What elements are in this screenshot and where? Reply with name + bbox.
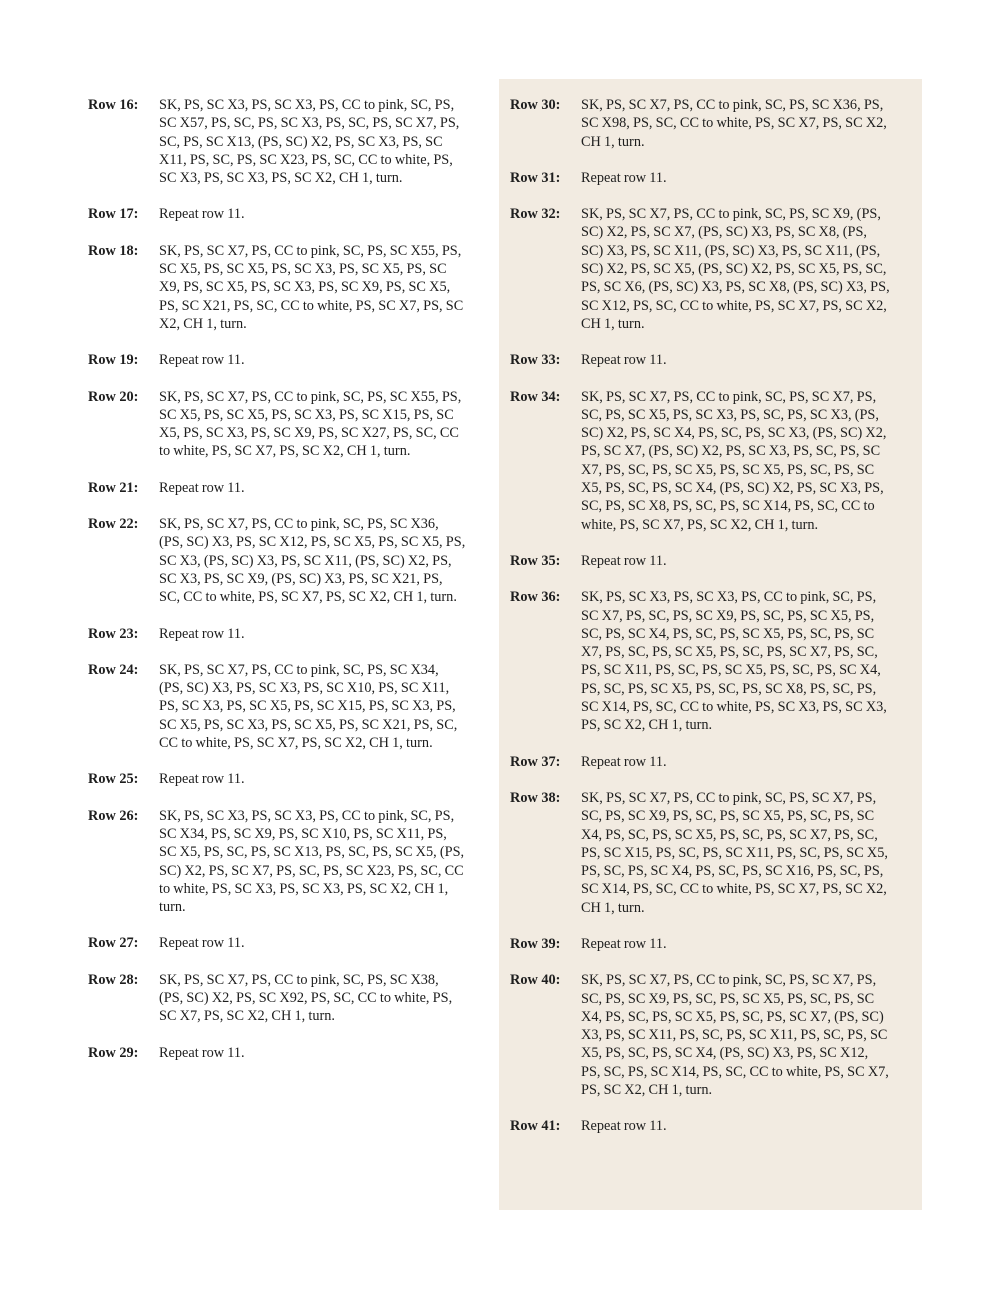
row-instructions: Repeat row 11. [159, 935, 245, 952]
row-label: Row 18: [88, 242, 139, 259]
pattern-row [510, 205, 890, 333]
row-label: Row 24: [88, 661, 139, 678]
pattern-row [510, 971, 890, 1099]
row-instructions: SK, PS, SC X7, PS, CC to pink, SC, PS, SC X55, PS, SC X5, PS, SC X5, PS, SC X3, PS, SC X15, PS, SC X5, PS, SC X3, PS, SC X9, PS, SC X27, PS, SC, CC to white, PS, SC X7, PS, SC X2, CH 1, turn. [159, 388, 462, 460]
row-label: Row 37: [510, 753, 561, 770]
row-label: Row 39: [510, 935, 561, 952]
row-instructions: Repeat row 11. [581, 169, 667, 186]
row-label: Row 21: [88, 479, 139, 496]
pattern-row [88, 351, 466, 369]
row-instructions: Repeat row 11. [159, 352, 245, 369]
pattern-row [88, 205, 466, 223]
row-label: Row 20: [88, 388, 139, 405]
pattern-row [88, 807, 466, 917]
row-instructions: Repeat row 11. [581, 552, 667, 569]
row-instructions: SK, PS, SC X3, PS, SC X3, PS, CC to pink, SC, PS, SC X34, PS, SC X9, PS, SC X10, PS, SC X11, PS, SC X5, PS, SC, PS, SC X13, PS, SC, PS, SC X5, (PS, SC) X2, PS, SC X7, PS, SC, PS, SC X23, PS, SC, CC to white, PS, SC X3, PS, SC X3, PS, SC X2, CH 1, turn. [159, 807, 465, 916]
row-label: Row 22: [88, 516, 139, 533]
row-instructions: SK, PS, SC X7, PS, CC to pink, SC, PS, SC X7, PS, SC, PS, SC X9, PS, SC, PS, SC X5, PS, SC, PS, SC X4, PS, SC, PS, SC X5, PS, SC, PS, SC X7, (PS, SC) X3, PS, SC X11, PS, SC, PS, SC X11, PS, SC, PS, SC X5, PS, SC, PS, SC X4, (PS, SC) X3, PS, SC X12, PS, SC, PS, SC X14, PS, SC, CC to white, PS, SC X7, PS, SC X2, CH 1, turn. [581, 972, 889, 1099]
row-instructions: Repeat row 11. [581, 1118, 667, 1135]
pattern-row [510, 935, 890, 953]
row-label: Row 28: [88, 971, 139, 988]
row-instructions: Repeat row 11. [581, 935, 667, 952]
row-label: Row 27: [88, 935, 139, 952]
row-instructions: SK, PS, SC X7, PS, CC to pink, SC, PS, SC X55, PS, SC X5, PS, SC X5, PS, SC X3, PS, SC X5, PS, SC X9, PS, SC X5, PS, SC X3, PS, SC X9, PS, SC X5, PS, SC X21, PS, SC, CC to white, PS, SC X7, PS, SC X2, CH 1, turn. [159, 242, 464, 332]
pattern-row [88, 625, 466, 643]
row-instructions: SK, PS, SC X7, PS, CC to pink, SC, PS, SC X34, (PS, SC) X3, PS, SC X3, PS, SC X10, PS, SC X11, PS, SC X3, PS, SC X5, PS, SC X15, PS, SC X3, PS, SC X5, PS, SC X3, PS, SC X5, PS, SC X21, PS, SC, CC to white, PS, SC X7, PS, SC X2, CH 1, turn. [159, 661, 458, 752]
right-column [510, 96, 890, 1154]
pattern-row [88, 934, 466, 952]
row-instructions: SK, PS, SC X3, PS, SC X3, PS, CC to pink, SC, PS, SC X57, PS, SC, PS, SC X3, PS, SC, PS, SC X7, PS, SC, PS, SC X13, (PS, SC) X2, PS, SC X3, PS, SC X11, PS, SC, PS, SC X23, PS, SC, CC to white, PS, SC X3, PS, SC X3, PS, SC X2, CH 1, turn. [159, 97, 460, 187]
pattern-row [510, 388, 890, 534]
row-instructions: Repeat row 11. [581, 753, 667, 770]
row-instructions: Repeat row 11. [159, 206, 245, 223]
row-label: Row 17: [88, 206, 139, 223]
pattern-row [510, 169, 890, 187]
pattern-row [88, 96, 466, 187]
row-label: Row 40: [510, 972, 561, 989]
row-label: Row 29: [88, 1044, 139, 1061]
pattern-row [88, 479, 466, 497]
row-instructions: SK, PS, SC X7, PS, CC to pink, SC, PS, SC X7, PS, SC, PS, SC X5, PS, SC X3, PS, SC, PS, SC X3, (PS, SC) X2, PS, SC X4, PS, SC, PS, SC X3, (PS, SC) X2, PS, SC X7, (PS, SC) X2, PS, SC X3, PS, SC, PS, SC X7, PS, SC, PS, SC X5, PS, SC X5, PS, SC, PS, SC X5, PS, SC, PS, SC X4, (PS, SC) X2, PS, SC X3, PS, SC, PS, SC X8, PS, SC, PS, SC X14, PS, SC, CC to white, PS, SC X7, PS, SC X2, CH 1, turn. [581, 388, 887, 533]
row-label: Row 41: [510, 1118, 561, 1135]
row-instructions: Repeat row 11. [159, 625, 245, 642]
row-instructions: Repeat row 11. [159, 479, 245, 496]
row-label: Row 31: [510, 169, 561, 186]
pattern-row [88, 388, 466, 461]
row-label: Row 23: [88, 625, 139, 642]
pattern-row [510, 1117, 890, 1135]
pattern-row [88, 515, 466, 606]
row-label: Row 36: [510, 589, 561, 606]
pattern-row [88, 971, 466, 1026]
row-label: Row 33: [510, 352, 561, 369]
left-column [88, 96, 466, 1080]
pattern-row [510, 753, 890, 771]
row-label: Row 25: [88, 771, 139, 788]
pattern-row [88, 1044, 466, 1062]
pattern-row [510, 789, 890, 917]
row-label: Row 26: [88, 807, 139, 824]
pattern-row [510, 588, 890, 734]
row-instructions: SK, PS, SC X7, PS, CC to pink, SC, PS, SC X36, (PS, SC) X3, PS, SC X12, PS, SC X5, PS, SC X5, PS, SC X3, (PS, SC) X3, PS, SC X11, (PS, SC) X2, PS, SC X3, PS, SC X9, (PS, SC) X3, PS, SC X21, PS, SC, CC to white, PS, SC X7, PS, SC X2, CH 1, turn. [159, 516, 466, 606]
row-instructions: SK, PS, SC X7, PS, CC to pink, SC, PS, SC X9, (PS, SC) X2, PS, SC X7, (PS, SC) X3, PS, SC X8, (PS, SC) X3, PS, SC X11, (PS, SC) X3, PS, SC X11, (PS, SC) X2, PS, SC X5, (PS, SC) X2, PS, SC X5, PS, SC, PS, SC X6, (PS, SC) X3, PS, SC X8, (PS, SC) X3, PS, SC X12, PS, SC, CC to white, PS, SC X7, PS, SC X2, CH 1, turn. [581, 206, 890, 332]
row-instructions: SK, PS, SC X7, PS, CC to pink, SC, PS, SC X7, PS, SC, PS, SC X9, PS, SC, PS, SC X5, PS, SC, PS, SC X4, PS, SC, PS, SC X5, PS, SC, PS, SC X7, PS, SC, PS, SC X15, PS, SC, PS, SC X11, PS, SC, PS, SC X5, PS, SC, PS, SC X4, PS, SC, PS, SC X16, PS, SC, PS, SC X14, PS, SC, CC to white, PS, SC X7, PS, SC X2, CH 1, turn. [581, 789, 888, 916]
row-instructions: Repeat row 11. [159, 1044, 245, 1061]
row-label: Row 34: [510, 388, 561, 405]
row-instructions: Repeat row 11. [159, 771, 245, 788]
pattern-row [510, 96, 890, 151]
row-instructions: SK, PS, SC X3, PS, SC X3, PS, CC to pink, SC, PS, SC X7, PS, SC, PS, SC X9, PS, SC, PS, SC X5, PS, SC, PS, SC X4, PS, SC, PS, SC X5, PS, SC, PS, SC X7, PS, SC, PS, SC X5, PS, SC, PS, SC X7, PS, SC, PS, SC X11, PS, SC, PS, SC X5, PS, SC, PS, SC X4, PS, SC, PS, SC X5, PS, SC, PS, SC X8, PS, SC, PS, SC X14, PS, SC, CC to white, PS, SC X3, PS, SC X3, PS, SC X2, CH 1, turn. [581, 589, 887, 734]
pattern-row [88, 661, 466, 752]
row-label: Row 30: [510, 97, 561, 113]
pattern-row [88, 770, 466, 788]
pattern-row [510, 351, 890, 369]
row-label: Row 38: [510, 789, 561, 806]
row-label: Row 35: [510, 552, 561, 569]
row-instructions: SK, PS, SC X7, PS, CC to pink, SC, PS, SC X36, PS, SC X98, PS, SC, CC to white, PS, SC X7, PS, SC X2, CH 1, turn. [581, 97, 887, 150]
row-instructions: SK, PS, SC X7, PS, CC to pink, SC, PS, SC X38, (PS, SC) X2, PS, SC X92, PS, SC, CC to white, PS, SC X7, PS, SC X2, CH 1, turn. [159, 971, 453, 1025]
pattern-row [88, 242, 466, 333]
row-label: Row 32: [510, 206, 561, 223]
row-label: Row 16: [88, 97, 139, 113]
row-label: Row 19: [88, 352, 139, 369]
row-instructions: Repeat row 11. [581, 352, 667, 369]
pattern-row [510, 552, 890, 570]
